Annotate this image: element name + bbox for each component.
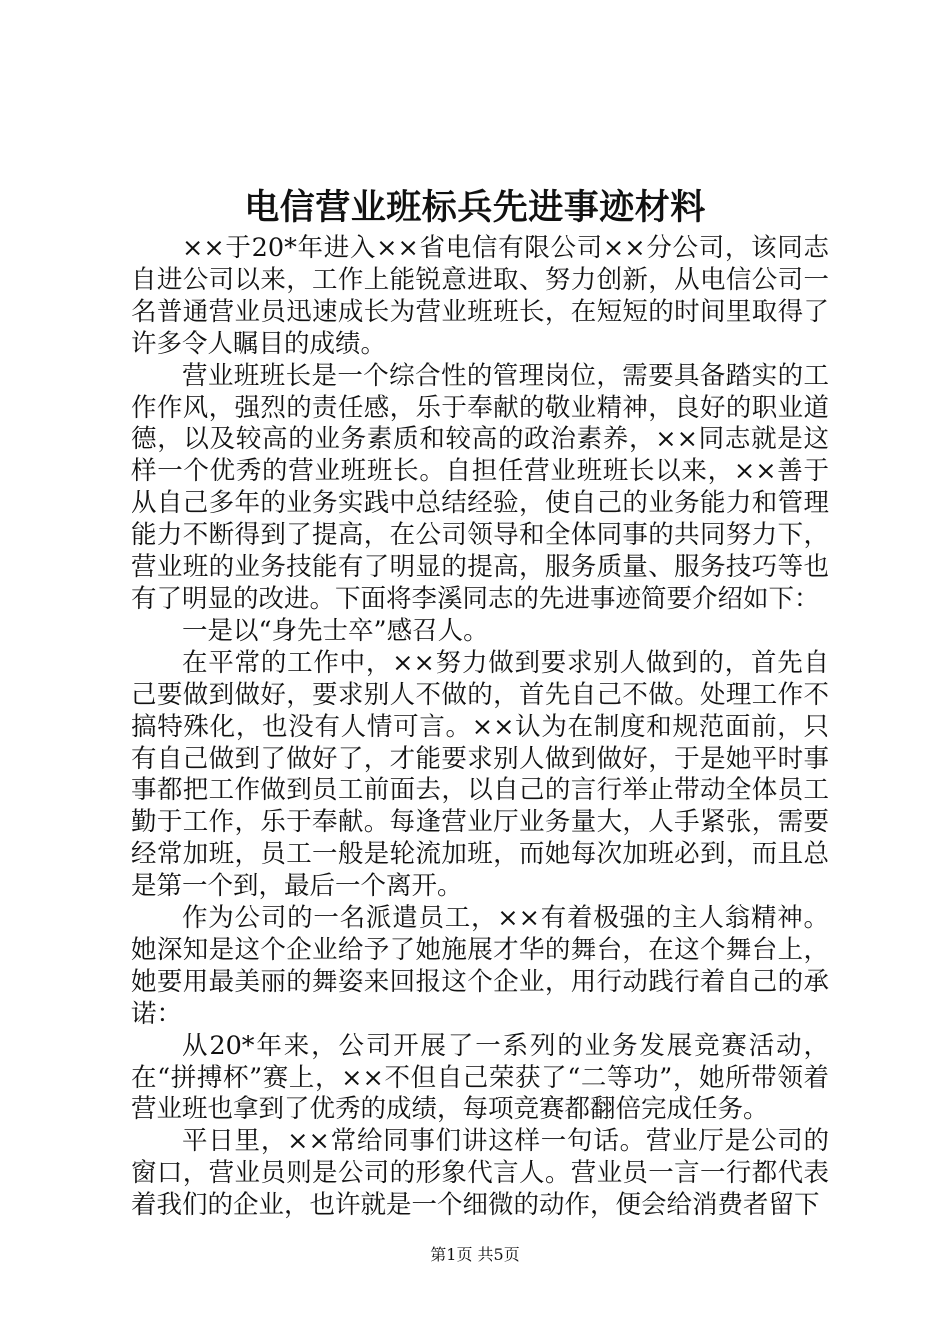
paragraph: 从20*年来，公司开展了一系列的业务发展竞赛活动，在“拼搏杯”赛上，××不但自己荣获了“二等功”，她所带领着营业班也拿到了优秀的成绩，每项竞赛都翻倍完成任务。 — [131, 1030, 829, 1125]
paragraph: 平日里，××常给同事们讲这样一句话。营业厅是公司的窗口，营业员则是公司的形象代言人。营业员一言一行都代表着我们的企业，也许就是一个细微的动作，便会给消费者留下 — [131, 1126, 829, 1221]
document-body — [131, 233, 829, 1222]
paragraph: 在平常的工作中，××努力做到要求别人做到的，首先自己要做到做好，要求别人不做的，首先自己不做。处理工作不搞特殊化，也没有人情可言。××认为在制度和规范面前，只有自己做到了做好了，才能要求别人做到做好，于是她平时事事都把工作做到员工前面去，以自己的言行举止带动全体员工勤于工作，乐于奉献。每逢营业厅业务量大，人手紧张，需要经常加班，员工一般是轮流加班，而她每次加班必到，而且总是第一个到，最后一个离开。 — [131, 647, 829, 902]
page-footer: 第1页 共5页 — [430, 1245, 520, 1264]
paragraph: ××于20*年进入××省电信有限公司××分公司，该同志自进公司以来，工作上能锐意进取、努力创新，从电信公司一名普通营业员迅速成长为营业班班长，在短短的时间里取得了许多令人瞩目的成绩。 — [131, 233, 829, 359]
paragraph: 营业班班长是一个综合性的管理岗位，需要具备踏实的工作作风，强烈的责任感，乐于奉献的敬业精神，良好的职业道德，以及较高的业务素质和较高的政治素养，××同志就是这样一个优秀的营业班班长。自担任营业班班长以来，××善于从自己多年的业务实践中总结经验，使自己的业务能力和管理能力不断得到了提高，在公司领导和全体同事的共同努力下，营业班的业务技能有了明显的提高，服务质量、服务技巧等也有了明显的改进。下面将李溪同志的先进事迹简要介绍如下： — [131, 360, 829, 614]
paragraph: 一是以“身先士卒”感召人。 — [182, 615, 489, 646]
paragraph: 作为公司的一名派遣员工，××有着极强的主人翁精神。她深知是这个企业给予了她施展才华的舞台，在这个舞台上，她要用最美丽的舞姿来回报这个企业，用行动践行着自己的承诺： — [131, 903, 829, 1029]
document-title: 电信营业班标兵先进事迹材料 — [244, 188, 706, 228]
